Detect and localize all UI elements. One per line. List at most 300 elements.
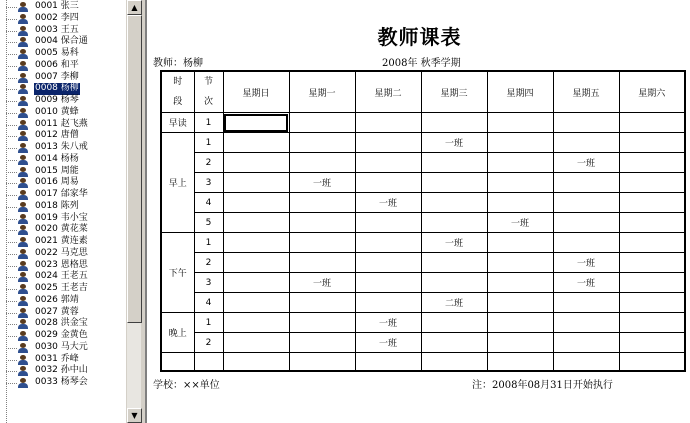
- schedule-cell[interactable]: 一班: [553, 153, 619, 173]
- table-row: [161, 253, 685, 273]
- teacher-list-item[interactable]: [0, 224, 126, 236]
- teacher-list-item[interactable]: [0, 83, 126, 95]
- schedule-cell[interactable]: [355, 153, 421, 173]
- schedule-cell[interactable]: [421, 193, 487, 213]
- scroll-up-button[interactable]: [127, 0, 142, 15]
- teacher-list-item[interactable]: [0, 107, 126, 119]
- schedule-cell[interactable]: 一班: [289, 173, 355, 193]
- teacher-code: 0017: [35, 189, 58, 199]
- teacher-name: 李四: [60, 12, 79, 23]
- tree-connector: [6, 148, 17, 149]
- teacher-avatar-icon: [17, 84, 29, 94]
- schedule-cell[interactable]: [619, 213, 685, 233]
- schedule-cell[interactable]: 一班: [487, 213, 553, 233]
- teacher-item-label: [34, 142, 89, 154]
- teacher-item-label: [34, 60, 80, 72]
- schedule-table: [160, 70, 686, 372]
- teacher-code: 0033: [35, 377, 58, 387]
- teacher-avatar-icon: [17, 355, 29, 365]
- schedule-cell[interactable]: [289, 193, 355, 213]
- schedule-cell[interactable]: [289, 233, 355, 253]
- teacher-code: 0019: [35, 212, 58, 223]
- schedule-cell[interactable]: [355, 253, 421, 273]
- schedule-cell[interactable]: [289, 113, 355, 133]
- schedule-cell[interactable]: [487, 253, 553, 273]
- teacher-list-item[interactable]: [0, 154, 126, 166]
- schedule-cell[interactable]: [553, 333, 619, 353]
- table-row: [161, 233, 685, 253]
- teacher-code: 0014: [35, 153, 58, 164]
- schedule-cell[interactable]: [421, 313, 487, 333]
- lesson-number: 1: [194, 113, 223, 133]
- schedule-cell[interactable]: [421, 213, 487, 233]
- teacher-item-label: [34, 83, 80, 95]
- teacher-name: 洪金宝: [60, 318, 88, 329]
- schedule-cell[interactable]: [487, 313, 553, 333]
- schedule-cell[interactable]: [487, 353, 553, 371]
- schedule-cell[interactable]: [223, 113, 289, 133]
- schedule-body: [161, 113, 685, 371]
- tree-connector: [6, 125, 17, 126]
- teacher-name: 易科: [60, 48, 79, 58]
- teacher-item-label: [34, 48, 80, 60]
- teacher-code: 0031: [35, 353, 58, 364]
- teacher-list-item[interactable]: [0, 271, 126, 283]
- teacher-item-label: [34, 271, 89, 283]
- teacher-code: 0030: [35, 341, 58, 352]
- teacher-avatar-icon: [17, 202, 29, 212]
- teacher-avatar-icon: [17, 214, 29, 224]
- teacher-name: 马克思: [60, 247, 88, 258]
- teacher-code: 0008: [35, 83, 58, 94]
- teacher-code: 0016: [35, 177, 58, 188]
- teacher-avatar-icon: [17, 26, 29, 36]
- teacher-avatar-icon: [17, 284, 29, 294]
- teacher-code: 0027: [35, 306, 58, 317]
- teacher-code: 0015: [35, 165, 58, 176]
- teacher-name: 韦小宝: [60, 212, 88, 223]
- term-label: 2008年 秋季学期: [382, 58, 461, 69]
- teacher-item-label: [34, 189, 89, 201]
- tree-connector: [6, 101, 17, 102]
- schedule-cell[interactable]: [553, 133, 619, 153]
- table-row: [161, 273, 685, 293]
- teacher-name: 杨柳: [60, 83, 79, 94]
- teacher-code: 0021: [35, 236, 58, 246]
- teacher-name: 王五: [60, 24, 79, 35]
- teacher-name: 杨琴会: [60, 377, 88, 387]
- teacher-avatar-icon: [17, 143, 29, 153]
- schedule-cell[interactable]: [619, 173, 685, 193]
- tree-connector: [6, 42, 17, 43]
- teacher-list-item[interactable]: [0, 25, 126, 37]
- teacher-list-item[interactable]: [0, 130, 126, 142]
- teacher-avatar-icon: [17, 308, 29, 318]
- tree-connector: [6, 89, 17, 90]
- scrollbar-thumb[interactable]: [127, 15, 142, 323]
- lesson-number: 1: [194, 233, 223, 253]
- teacher-avatar-icon: [17, 261, 29, 271]
- tree-connector: [6, 242, 17, 243]
- teacher-name: 赵飞燕: [60, 118, 88, 129]
- schedule-cell[interactable]: 一班: [355, 193, 421, 213]
- schedule-cell[interactable]: [355, 173, 421, 193]
- teacher-avatar-icon: [17, 237, 29, 247]
- teacher-name: 王老吉: [60, 283, 88, 293]
- schedule-cell[interactable]: [553, 293, 619, 313]
- teacher-list-item[interactable]: [0, 189, 126, 201]
- teacher-avatar-icon: [17, 14, 29, 24]
- teacher-list-item[interactable]: [0, 142, 126, 154]
- teacher-item-label: [34, 130, 80, 142]
- teacher-name: 孙中山: [60, 365, 88, 376]
- schedule-cell[interactable]: [619, 153, 685, 173]
- table-row: [161, 193, 685, 213]
- schedule-cell[interactable]: 一班: [421, 233, 487, 253]
- tree-connector: [6, 230, 17, 231]
- teacher-item-label: [34, 107, 80, 119]
- teacher-name: 黄蜂: [60, 106, 79, 117]
- schedule-cell[interactable]: [421, 153, 487, 173]
- teacher-item-label: [34, 260, 89, 272]
- schedule-cell[interactable]: [619, 333, 685, 353]
- schedule-cell[interactable]: [487, 133, 553, 153]
- teacher-item-label: [34, 213, 89, 225]
- schedule-cell[interactable]: [223, 293, 289, 313]
- teacher-list-item[interactable]: [0, 119, 126, 131]
- arrow-down-icon: ▼: [131, 411, 138, 420]
- schedule-cell[interactable]: [421, 333, 487, 353]
- teacher-list-item[interactable]: [0, 36, 126, 48]
- schedule-cell[interactable]: [553, 193, 619, 213]
- schedule-cell[interactable]: [223, 213, 289, 233]
- teacher-list-item[interactable]: [0, 13, 126, 25]
- teacher-avatar-icon: [17, 225, 29, 235]
- teacher-list-item[interactable]: [0, 166, 126, 178]
- teacher-list-item[interactable]: [0, 330, 126, 342]
- teacher-avatar-icon: [17, 61, 29, 71]
- teacher-code: 0007: [35, 71, 58, 82]
- schedule-cell[interactable]: [487, 333, 553, 353]
- lesson-number: 4: [194, 193, 223, 213]
- schedule-cell[interactable]: [619, 113, 685, 133]
- schedule-cell[interactable]: [619, 273, 685, 293]
- teacher-avatar-icon: [17, 120, 29, 130]
- scroll-down-button[interactable]: [127, 408, 142, 423]
- teacher-avatar-icon: [17, 366, 29, 376]
- teacher-item-label: [34, 119, 89, 131]
- teacher-avatar-icon: [17, 2, 29, 12]
- teacher-list-item[interactable]: [0, 248, 126, 260]
- schedule-cell[interactable]: [487, 193, 553, 213]
- schedule-cell[interactable]: [619, 133, 685, 153]
- teacher-avatar-icon: [17, 37, 29, 47]
- schedule-cell[interactable]: [223, 153, 289, 173]
- teacher-list-item[interactable]: [0, 213, 126, 225]
- teacher-code: 0011: [35, 118, 58, 129]
- tree-connector: [6, 324, 17, 325]
- teacher-name: 周能: [60, 165, 79, 176]
- teacher-list-item[interactable]: [0, 295, 126, 307]
- teacher-code: 0002: [35, 12, 58, 23]
- teacher-list-item[interactable]: [0, 260, 126, 272]
- table-row: [161, 153, 685, 173]
- teacher-name: 张三: [60, 1, 79, 11]
- tree-connector: [6, 360, 17, 361]
- teacher-avatar-icon: [17, 131, 29, 141]
- schedule-cell[interactable]: 一班: [421, 133, 487, 153]
- schedule-cell[interactable]: [553, 313, 619, 333]
- table-row: [161, 113, 685, 133]
- schedule-cell[interactable]: [553, 113, 619, 133]
- teacher-item-label: [34, 354, 80, 366]
- tree-connector: [6, 31, 17, 32]
- schedule-cell[interactable]: 一班: [553, 273, 619, 293]
- schedule-cell[interactable]: [289, 353, 355, 371]
- teacher-name: 唐僧: [60, 130, 79, 141]
- lesson-number: 3: [194, 173, 223, 193]
- tree-connector: [6, 289, 17, 290]
- tree-connector: [6, 195, 17, 196]
- schedule-cell[interactable]: 一班: [355, 333, 421, 353]
- tree-connector: [6, 183, 17, 184]
- teacher-item-label: [34, 166, 80, 178]
- schedule-cell[interactable]: [619, 253, 685, 273]
- teacher-list-item[interactable]: [0, 365, 126, 377]
- tree-connector: [6, 66, 17, 67]
- tree-connector: [6, 336, 17, 337]
- period-label: 下午: [161, 233, 194, 313]
- teacher-avatar-icon: [17, 343, 29, 353]
- teacher-list-item[interactable]: [0, 201, 126, 213]
- schedule-preview: [145, 0, 690, 423]
- schedule-cell: [194, 353, 223, 371]
- teacher-item-label: [34, 95, 80, 107]
- schedule-cell[interactable]: [223, 253, 289, 273]
- schedule-cell[interactable]: [487, 293, 553, 313]
- teacher-name: 郭靖: [60, 294, 79, 305]
- tree-connector: [6, 19, 17, 20]
- teacher-avatar-icon: [17, 108, 29, 118]
- schedule-cell[interactable]: [553, 353, 619, 371]
- schedule-cell[interactable]: [289, 133, 355, 153]
- schedule-cell[interactable]: [355, 273, 421, 293]
- teacher-avatar-icon: [17, 378, 29, 388]
- table-row: [161, 333, 685, 353]
- teacher-name: 王老五: [60, 271, 88, 282]
- teacher-name: 保合通: [60, 36, 88, 47]
- teacher-list-item[interactable]: [0, 48, 126, 60]
- teacher-item-label: [34, 13, 80, 25]
- teacher-item-label: [34, 177, 80, 189]
- teacher-item-label: [34, 248, 89, 260]
- teacher-list-item[interactable]: [0, 283, 126, 295]
- tree-connector: [6, 78, 17, 79]
- teacher-name: 黄连素: [60, 236, 88, 246]
- lesson-number: 2: [194, 153, 223, 173]
- lesson-number: 2: [194, 253, 223, 273]
- header-period: 时 段: [161, 71, 194, 113]
- schedule-cell[interactable]: [421, 173, 487, 193]
- teacher-name: 恩格思: [60, 259, 88, 270]
- schedule-cell[interactable]: [223, 193, 289, 213]
- page-title: 教师课表: [377, 25, 462, 49]
- table-row: [161, 313, 685, 333]
- teacher-code: 0023: [35, 259, 58, 270]
- teacher-item-label: [34, 307, 80, 319]
- teacher-item-label: [34, 236, 89, 248]
- table-row: [161, 173, 685, 193]
- teacher-list-item[interactable]: [0, 318, 126, 330]
- schedule-cell[interactable]: [355, 353, 421, 371]
- teacher-item-label: [34, 154, 80, 166]
- tree-connector: [6, 113, 17, 114]
- teacher-name: 杨琴: [60, 95, 79, 105]
- teacher-name: 黄蓉: [60, 306, 79, 317]
- schedule-cell[interactable]: [421, 353, 487, 371]
- schedule-cell[interactable]: [355, 293, 421, 313]
- teacher-name: 金黄色: [60, 330, 88, 340]
- teacher-list-item[interactable]: [0, 72, 126, 84]
- header-day: 星期日: [223, 71, 289, 113]
- teacher-avatar-icon: [17, 249, 29, 259]
- tree-connector: [6, 219, 17, 220]
- teacher-list-item[interactable]: [0, 1, 126, 13]
- teacher-tree[interactable]: [0, 0, 126, 423]
- schedule-cell[interactable]: [487, 273, 553, 293]
- schedule-cell[interactable]: [553, 233, 619, 253]
- schedule-cell[interactable]: [487, 113, 553, 133]
- header-day: 星期三: [421, 71, 487, 113]
- table-header-row: [161, 71, 685, 113]
- teacher-item-label: [34, 224, 89, 236]
- teacher-item-label: [34, 318, 89, 330]
- schedule-cell[interactable]: [223, 173, 289, 193]
- teacher-code: 0032: [35, 365, 58, 376]
- schedule-cell[interactable]: 一班: [553, 253, 619, 273]
- schedule-cell[interactable]: [223, 273, 289, 293]
- teacher-item-label: [34, 25, 80, 37]
- schedule-cell[interactable]: [619, 313, 685, 333]
- teacher-name: 杨杨: [60, 153, 79, 164]
- tree-connector: [6, 160, 17, 161]
- schedule-cell[interactable]: [289, 313, 355, 333]
- schedule-cell[interactable]: [421, 273, 487, 293]
- teacher-list-item[interactable]: [0, 95, 126, 107]
- footer-school: 学校：××单位: [153, 380, 220, 391]
- teacher-list-item[interactable]: [0, 236, 126, 248]
- table-row: [161, 353, 685, 371]
- schedule-cell[interactable]: [553, 173, 619, 193]
- period-label: 早读: [161, 113, 194, 133]
- teacher-list-item[interactable]: [0, 60, 126, 72]
- teacher-code: 0018: [35, 200, 58, 211]
- tree-connector: [6, 54, 17, 55]
- schedule-cell[interactable]: [289, 153, 355, 173]
- teacher-item-label: [34, 1, 80, 13]
- schedule-cell[interactable]: [421, 253, 487, 273]
- schedule-cell[interactable]: [487, 153, 553, 173]
- schedule-cell[interactable]: [223, 353, 289, 371]
- teacher-code: 0020: [35, 224, 58, 235]
- schedule-cell[interactable]: [289, 333, 355, 353]
- schedule-cell[interactable]: [487, 173, 553, 193]
- tree-connector: [6, 301, 17, 302]
- tree-connector: [6, 7, 17, 8]
- lesson-number: 1: [194, 133, 223, 153]
- tree-connector: [6, 383, 17, 384]
- teacher-avatar-icon: [17, 167, 29, 177]
- teacher-name: 邰家华: [60, 189, 88, 199]
- tree-connector: [6, 277, 17, 278]
- schedule-cell[interactable]: [355, 113, 421, 133]
- tree-connector: [6, 136, 17, 137]
- table-row: [161, 213, 685, 233]
- teacher-code: 0005: [35, 48, 58, 58]
- lesson-number: 1: [194, 313, 223, 333]
- header-day: 星期一: [289, 71, 355, 113]
- schedule-cell[interactable]: [619, 193, 685, 213]
- schedule-cell[interactable]: [355, 133, 421, 153]
- teacher-name: 马大元: [60, 341, 88, 352]
- teacher-item-label: [34, 330, 89, 342]
- schedule-cell[interactable]: [619, 233, 685, 253]
- header-day: 星期六: [619, 71, 685, 113]
- teacher-list-item[interactable]: [0, 342, 126, 354]
- schedule-cell[interactable]: [619, 353, 685, 371]
- schedule-cell[interactable]: [223, 333, 289, 353]
- schedule-cell[interactable]: [289, 293, 355, 313]
- schedule-cell[interactable]: [421, 113, 487, 133]
- teacher-code: 0004: [35, 36, 58, 47]
- teacher-avatar-icon: [17, 73, 29, 83]
- teacher-code: 0022: [35, 247, 58, 258]
- teacher-item-label: [34, 283, 89, 295]
- schedule-cell[interactable]: 二班: [421, 293, 487, 313]
- schedule-cell[interactable]: [355, 213, 421, 233]
- tree-connector: [6, 371, 17, 372]
- teacher-code: 0013: [35, 142, 58, 152]
- schedule-cell[interactable]: [355, 233, 421, 253]
- teacher-list-panel: [0, 0, 141, 423]
- schedule-cell[interactable]: [223, 233, 289, 253]
- schedule-cell[interactable]: 一班: [289, 273, 355, 293]
- schedule-cell[interactable]: 一班: [355, 313, 421, 333]
- teacher-list-scrollbar[interactable]: [126, 0, 141, 423]
- schedule-cell[interactable]: [289, 253, 355, 273]
- lesson-number: 4: [194, 293, 223, 313]
- teacher-item-label: [34, 36, 89, 48]
- lesson-number: 5: [194, 213, 223, 233]
- teacher-list-item[interactable]: [0, 307, 126, 319]
- schedule-cell[interactable]: [223, 313, 289, 333]
- schedule-cell[interactable]: [619, 293, 685, 313]
- teacher-avatar-icon: [17, 319, 29, 329]
- teacher-code: 0025: [35, 283, 58, 293]
- teacher-list-item[interactable]: [0, 377, 126, 389]
- teacher-item-label: [34, 377, 89, 389]
- teacher-list-item[interactable]: [0, 177, 126, 189]
- teacher-code: 0026: [35, 294, 58, 305]
- schedule-cell[interactable]: [553, 213, 619, 233]
- tree-connector: [6, 348, 17, 349]
- period-label: 晚上: [161, 313, 194, 353]
- table-row: [161, 133, 685, 153]
- schedule-cell[interactable]: [487, 233, 553, 253]
- schedule-cell[interactable]: [223, 133, 289, 153]
- teacher-list-item[interactable]: [0, 354, 126, 366]
- schedule-cell[interactable]: [289, 213, 355, 233]
